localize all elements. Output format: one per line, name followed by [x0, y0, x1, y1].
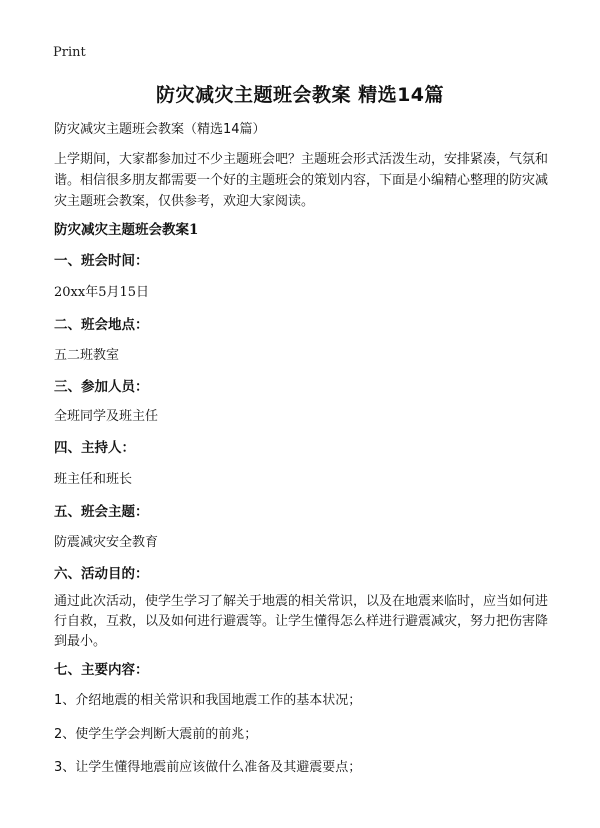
time-heading: 一、班会时间： [54, 253, 149, 269]
theme-heading: 五、班会主题： [54, 504, 149, 520]
main-content-item: 1、介绍地震的相关常识和我国地震工作的基本状况； [54, 693, 362, 708]
time-value: 20xx年5月15日 [54, 285, 150, 300]
main-content-heading: 七、主要内容： [54, 662, 149, 678]
print-link[interactable]: Print [53, 45, 86, 60]
document-subtitle: 防灾减灾主题班会教案（精选14篇） [54, 122, 266, 137]
participants-heading: 三、参加人员： [54, 379, 149, 395]
goal-paragraph: 通过此次活动，使学生学习了解关于地震的相关常识，以及在地震来临时，应当如何进行自救，互救，以及如何进行避震等。让学生懂得怎么样进行避震减灾，努力把伤害降到最小。 [54, 594, 549, 649]
plan-1-heading: 防灾减灾主题班会教案1 [54, 222, 199, 238]
main-content-item: 2、使学生学会判断大震前的前兆； [54, 727, 258, 742]
place-heading: 二、班会地点： [54, 317, 149, 333]
main-content-item: 3、让学生懂得地震前应该做什么准备及其避震要点； [54, 760, 362, 775]
place-value: 五二班教室 [54, 348, 120, 363]
intro-paragraph: 上学期间，大家都参加过不少主题班会吧？主题班会形式活泼生动，安排紧凑，气氛和谐。相信很多朋友都需要一个好的主题班会的策划内容，下面是小编精心整理的防灾减灾主题班会教案，仅供参考，欢迎大家阅读。 [54, 152, 549, 209]
goal-heading: 六、活动目的： [54, 566, 149, 582]
participants-value: 全班同学及班主任 [54, 409, 159, 424]
host-heading: 四、主持人： [54, 440, 135, 456]
theme-value: 防震减灾安全教育 [54, 535, 159, 550]
host-value: 班主任和班长 [54, 472, 133, 487]
page-title: 防灾减灾主题班会教案 精选14篇 [155, 84, 445, 106]
